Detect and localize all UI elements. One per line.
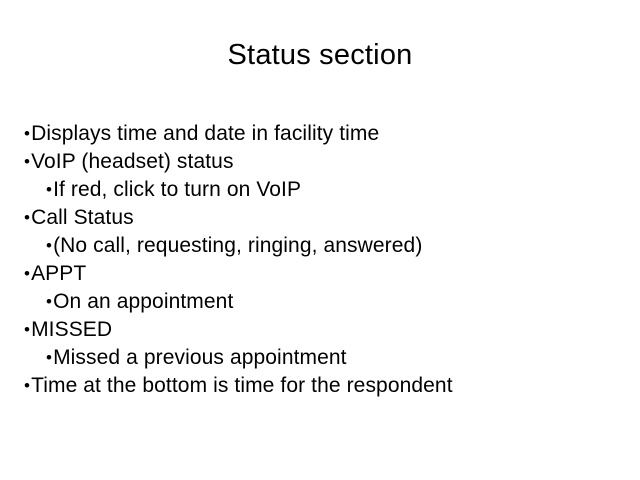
list-item <box>24 372 624 400</box>
bullet-icon: • <box>24 320 31 339</box>
bullet-icon: • <box>46 236 53 255</box>
list-item-label: Missed a previous appointment <box>53 346 347 369</box>
list-item-label: MISSED <box>31 318 113 341</box>
bullet-icon: • <box>24 124 31 143</box>
list-item-label: VoIP (headset) status <box>31 150 234 173</box>
list-item <box>24 120 624 148</box>
list-item <box>24 260 624 288</box>
list-item-label: (No call, requesting, ringing, answered) <box>53 234 423 257</box>
page-title: Status section <box>227 39 413 71</box>
bullet-list <box>24 120 624 400</box>
list-item <box>24 288 624 316</box>
bullet-icon: • <box>46 292 53 311</box>
list-item-label: APPT <box>31 262 87 285</box>
bullet-icon: • <box>24 208 31 227</box>
list-item-label: Time at the bottom is time for the respondent <box>31 374 453 397</box>
bullet-icon: • <box>24 152 31 171</box>
bullet-icon: • <box>24 264 31 283</box>
bullet-icon: • <box>24 376 31 395</box>
list-item-label: If red, click to turn on VoIP <box>53 178 302 201</box>
list-item <box>24 204 624 232</box>
list-item <box>24 316 624 344</box>
list-item <box>24 232 624 260</box>
list-item-label: Displays time and date in facility time <box>31 122 380 145</box>
list-item <box>24 148 624 176</box>
list-item-label: Call Status <box>31 206 134 229</box>
list-item <box>24 176 624 204</box>
bullet-icon: • <box>46 348 53 367</box>
list-item-label: On an appointment <box>53 290 234 313</box>
list-item <box>24 344 624 372</box>
bullet-icon: • <box>46 180 53 199</box>
